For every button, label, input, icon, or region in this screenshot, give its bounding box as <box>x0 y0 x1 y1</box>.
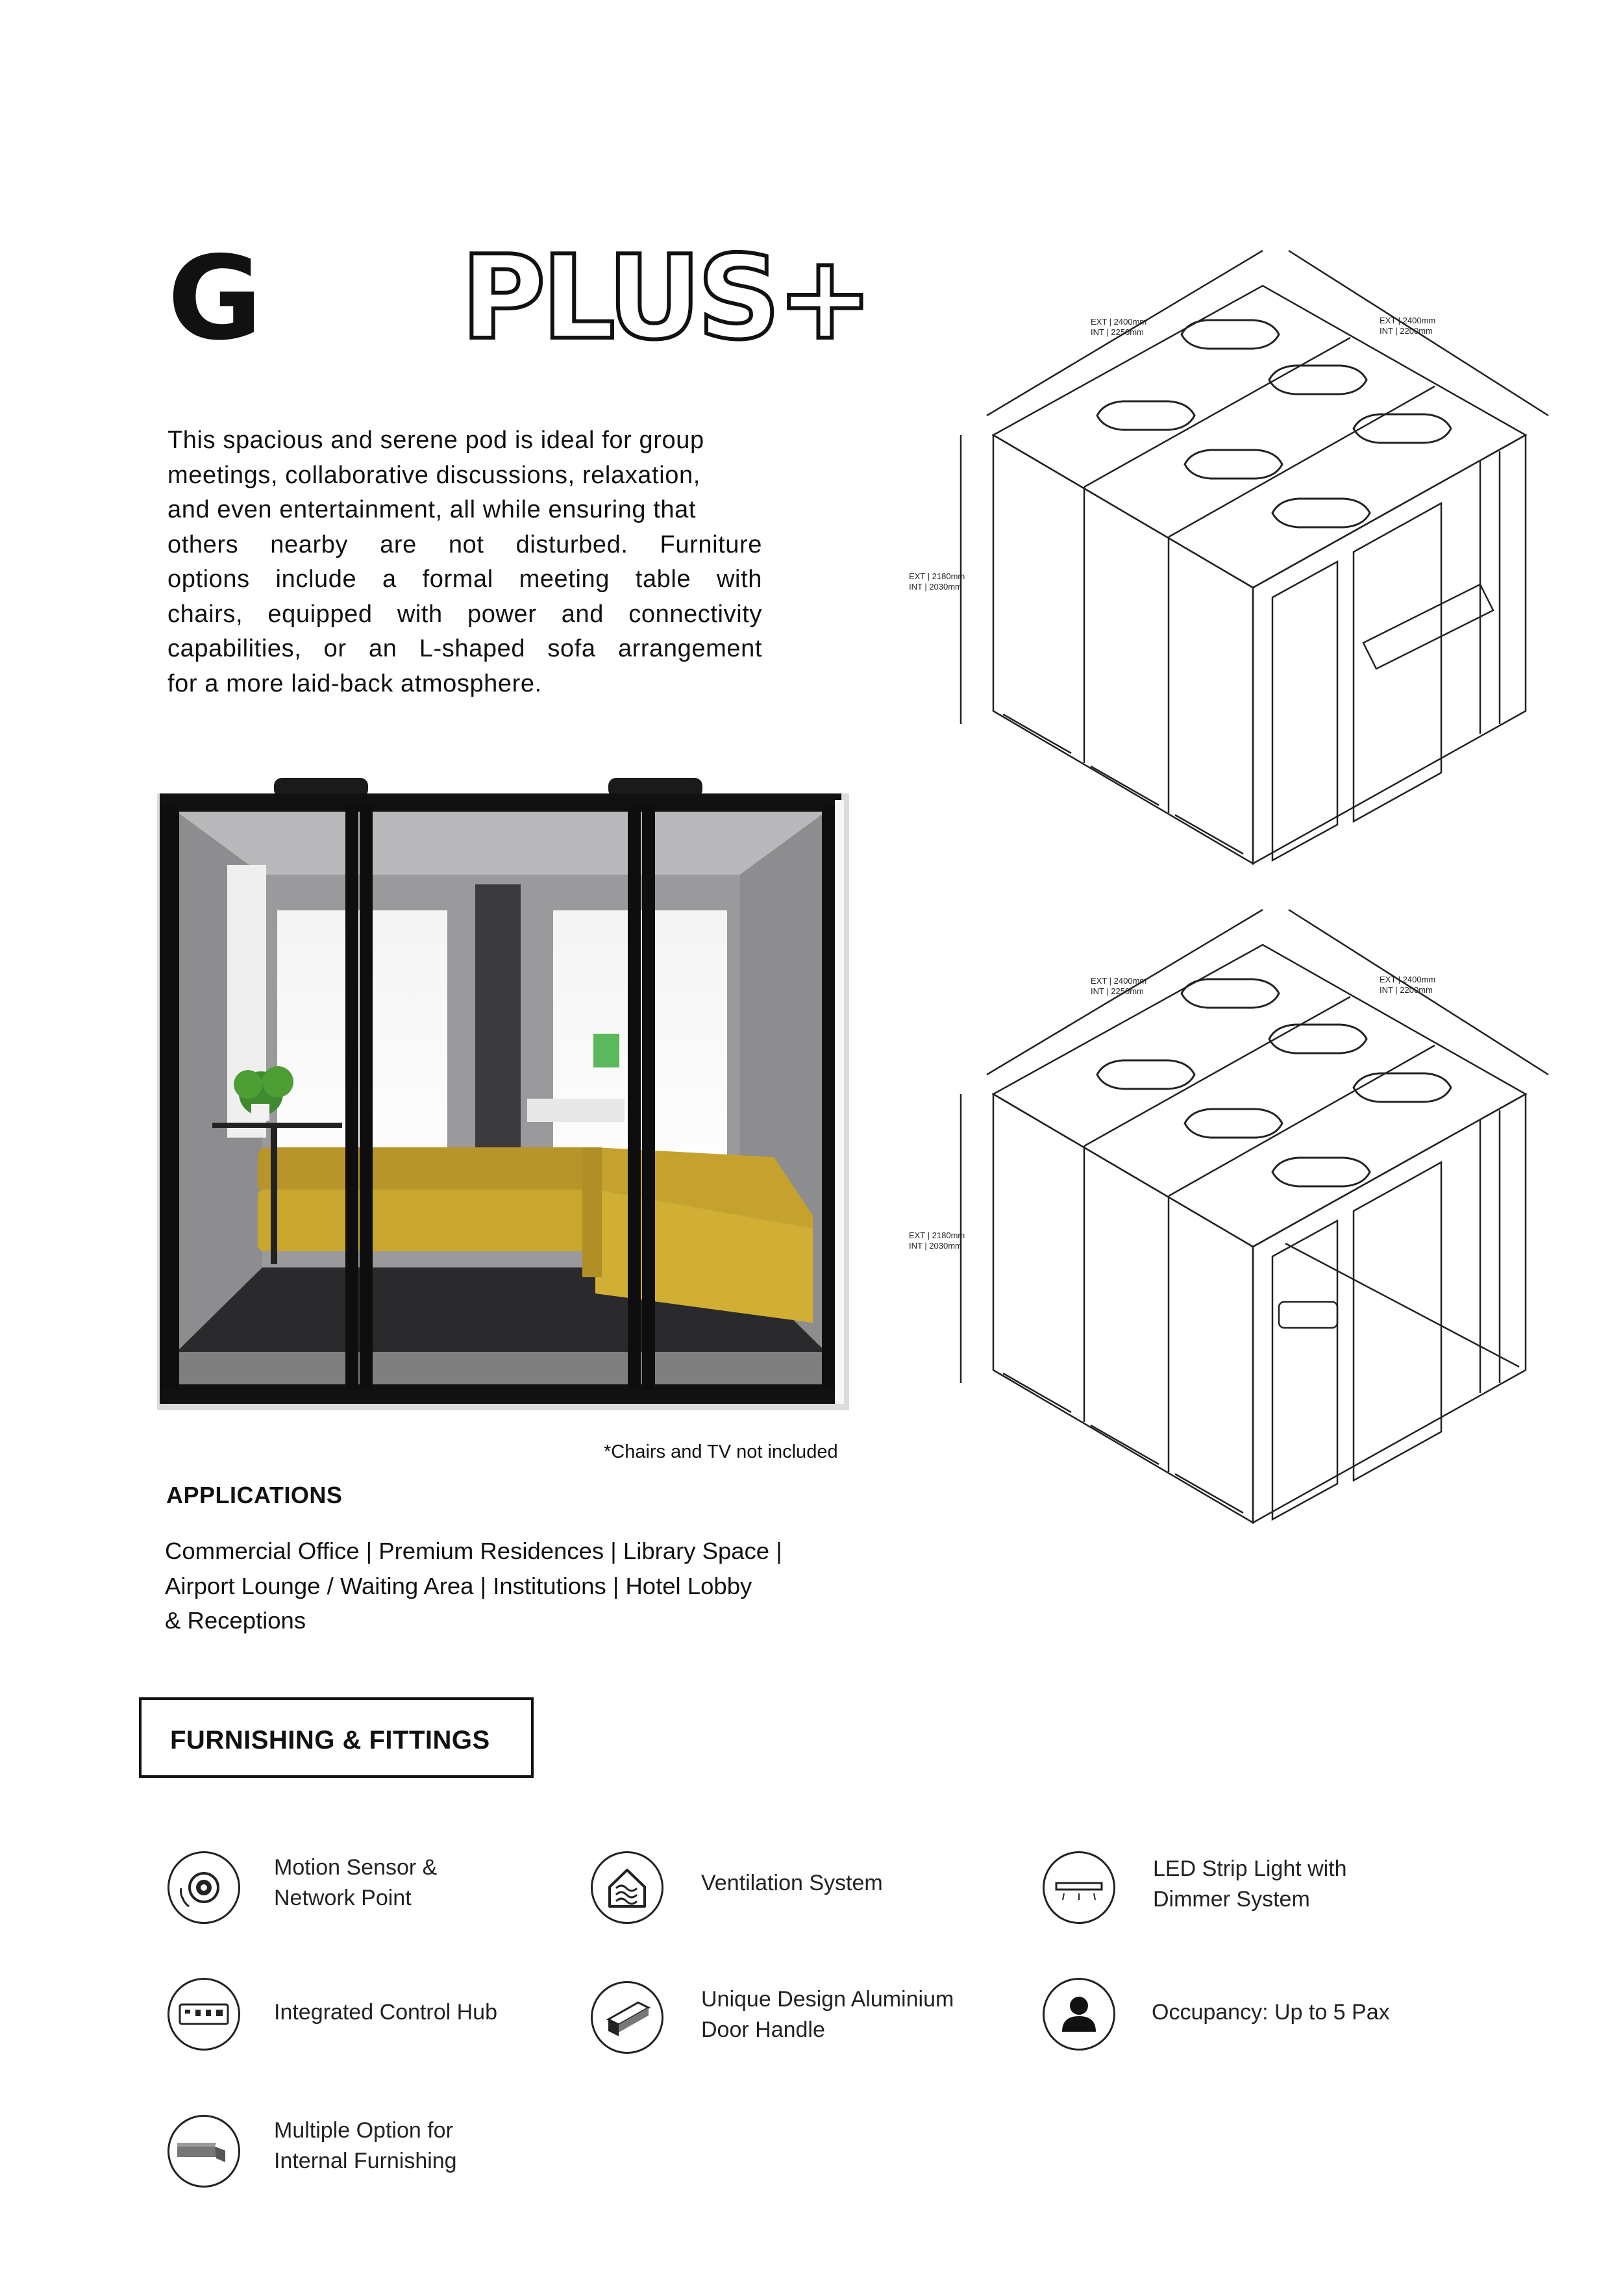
title-outline-text: PLUS+ <box>461 234 870 364</box>
desc-line: and even entertainment, all while ensuring that <box>167 496 697 523</box>
dim-int-height: INT | 2030mm <box>909 582 962 592</box>
control-hub-icon <box>167 1978 240 2051</box>
feature-line: Network Point <box>274 1886 412 1910</box>
person-icon <box>1043 1978 1115 2051</box>
desc-line: This spacious and serene pod is ideal for group <box>167 427 704 454</box>
feature-line: Dimmer System <box>1153 1887 1310 1912</box>
motion-sensor-icon <box>167 1851 240 1924</box>
dim-ext-height: EXT | 2180mm <box>909 1230 965 1240</box>
feature-label-ventilation <box>701 1868 883 1899</box>
dim-ext-width: EXT | 2400mm <box>1091 976 1147 986</box>
title-outline-word <box>291 234 875 364</box>
feature-label-control-hub <box>274 1997 497 2028</box>
dim-ext-depth: EXT | 2400mm <box>1380 975 1436 984</box>
technical-drawing-top <box>909 247 1552 890</box>
dim-int-width: INT | 2250mm <box>1091 327 1144 337</box>
desc-line: options include a formal meeting table with <box>167 566 762 593</box>
desc-line: chairs, equipped with power and connectivity <box>167 600 762 628</box>
desc-line: others nearby are not disturbed. Furniture <box>167 530 762 558</box>
furnishing-icon <box>167 2115 240 2188</box>
applications-line: Commercial Office | Premium Residences | Library Space | <box>165 1538 782 1564</box>
dim-ext-depth: EXT | 2400mm <box>1380 316 1436 325</box>
furnishing-heading-box <box>139 1697 534 1778</box>
door-handle-icon <box>591 1981 663 2054</box>
dim-int-depth: INT | 2200mm <box>1380 985 1433 995</box>
applications-list <box>165 1534 821 1638</box>
desc-line: capabilities, or an L-shaped sofa arrangement <box>167 635 762 662</box>
title-bold-letter: G <box>167 231 260 366</box>
photo-note: *Chairs and TV not included <box>604 1441 838 1462</box>
dim-ext-width: EXT | 2400mm <box>1091 317 1147 327</box>
feature-line: Motion Sensor & <box>274 1855 438 1880</box>
feature-line: Unique Design Aluminium <box>701 1987 954 2012</box>
feature-line: Integrated Control Hub <box>274 2000 497 2025</box>
technical-drawing-bottom <box>909 906 1552 1549</box>
feature-line: Ventilation System <box>701 1871 883 1895</box>
product-description <box>167 423 762 701</box>
dim-int-depth: INT | 2200mm <box>1380 326 1433 336</box>
feature-label-door-handle <box>701 1984 954 2045</box>
feature-line: Multiple Option for <box>274 2118 453 2143</box>
feature-line: Occupancy: Up to 5 Pax <box>1152 2000 1390 2025</box>
feature-label-occupancy <box>1152 1997 1390 2028</box>
furnishing-heading: FURNISHING & FITTINGS <box>170 1726 490 1754</box>
applications-line: Airport Lounge / Waiting Area | Institutions | Hotel Lobby <box>165 1572 752 1599</box>
feature-label-internal-furnishing <box>274 2115 457 2177</box>
dim-int-height: INT | 2030mm <box>909 1241 962 1251</box>
feature-label-motion-sensor <box>274 1853 437 1914</box>
dim-ext-height: EXT | 2180mm <box>909 571 965 581</box>
applications-heading: APPLICATIONS <box>166 1482 343 1508</box>
ventilation-icon <box>591 1851 663 1924</box>
feature-line: Internal Furnishing <box>274 2149 457 2173</box>
dim-int-width: INT | 2250mm <box>1091 986 1144 996</box>
feature-label-led-strip <box>1153 1854 1347 1915</box>
feature-line: LED Strip Light with <box>1153 1856 1347 1881</box>
led-strip-icon <box>1043 1851 1115 1924</box>
pod-photo <box>151 774 853 1426</box>
applications-line: & Receptions <box>165 1607 306 1634</box>
desc-line: for a more laid-back atmosphere. <box>167 669 542 697</box>
feature-line: Door Handle <box>701 2017 825 2042</box>
desc-line: meetings, collaborative discussions, relaxation, <box>167 461 700 489</box>
